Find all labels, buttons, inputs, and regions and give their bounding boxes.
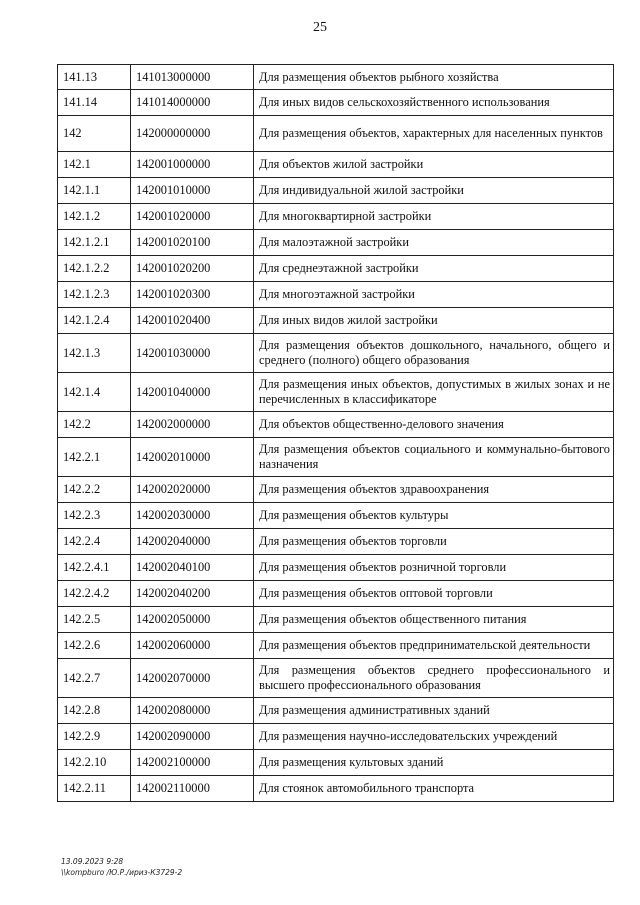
classifier-code-cell: 142002080000 <box>131 698 254 724</box>
footer-timestamp: 13.09.2023 9:28 <box>61 857 124 866</box>
classifier-number-cell: 142.2.3 <box>58 503 131 529</box>
table-row <box>58 633 614 659</box>
classifier-code-cell: 142001020100 <box>131 230 254 256</box>
classifier-description-cell: Для индивидуальной жилой застройки <box>254 178 614 204</box>
classifier-code-cell: 142001020000 <box>131 204 254 230</box>
table-row <box>58 581 614 607</box>
classifier-number-cell: 142.2.6 <box>58 633 131 659</box>
classifier-number-cell: 142.2.5 <box>58 607 131 633</box>
table-row <box>58 412 614 438</box>
classifier-number-cell: 142.2.1 <box>58 438 131 477</box>
classifier-table <box>57 64 614 802</box>
classifier-number-cell: 142.1.2 <box>58 204 131 230</box>
classifier-description-cell: Для размещения объектов культуры <box>254 503 614 529</box>
classifier-number-cell: 142.1 <box>58 152 131 178</box>
classifier-code-cell: 141014000000 <box>131 90 254 116</box>
classifier-description-cell: Для многоэтажной застройки <box>254 282 614 308</box>
classifier-code-cell: 142001010000 <box>131 178 254 204</box>
classifier-code-cell: 142002040100 <box>131 555 254 581</box>
classifier-code-cell: 142002030000 <box>131 503 254 529</box>
footer-file-ref: \\kompburo /Ю.Р./ириз-К3729-2 <box>61 868 183 877</box>
classifier-code-cell: 142002040000 <box>131 529 254 555</box>
table-row <box>58 698 614 724</box>
table-row <box>58 308 614 334</box>
classifier-description-cell: Для многоквартирной застройки <box>254 204 614 230</box>
classifier-description-cell: Для размещения административных зданий <box>254 698 614 724</box>
classifier-description-cell: Для объектов жилой застройки <box>254 152 614 178</box>
classifier-number-cell: 142.1.2.4 <box>58 308 131 334</box>
classifier-code-cell: 142001030000 <box>131 334 254 373</box>
table-row <box>58 724 614 750</box>
classifier-code-cell: 142002040200 <box>131 581 254 607</box>
classifier-code-cell: 142001020400 <box>131 308 254 334</box>
table-row <box>58 477 614 503</box>
table-row <box>58 282 614 308</box>
table-row <box>58 230 614 256</box>
classifier-description-cell: Для размещения иных объектов, допустимых в жилых зонах и не перечисленных в классификаторе <box>254 373 614 412</box>
classifier-code-cell: 142002100000 <box>131 750 254 776</box>
classifier-number-cell: 142.2.7 <box>58 659 131 698</box>
classifier-number-cell: 142.2.4 <box>58 529 131 555</box>
classifier-code-cell: 142001020300 <box>131 282 254 308</box>
classifier-number-cell: 142.1.3 <box>58 334 131 373</box>
classifier-code-cell: 142002060000 <box>131 633 254 659</box>
classifier-number-cell: 142.2.4.2 <box>58 581 131 607</box>
classifier-description-cell: Для размещения научно-исследовательских учреждений <box>254 724 614 750</box>
classifier-description-cell: Для иных видов жилой застройки <box>254 308 614 334</box>
classifier-code-cell: 141013000000 <box>131 65 254 90</box>
table-row <box>58 334 614 373</box>
classifier-number-cell: 142 <box>58 116 131 152</box>
classifier-number-cell: 141.13 <box>58 65 131 90</box>
classifier-code-cell: 142001020200 <box>131 256 254 282</box>
classifier-number-cell: 142.2.10 <box>58 750 131 776</box>
classifier-description-cell: Для размещения объектов, характерных для населенных пунктов <box>254 116 614 152</box>
page-number: 25 <box>313 20 327 35</box>
table-row <box>58 65 614 90</box>
table-row <box>58 152 614 178</box>
classifier-code-cell: 142002070000 <box>131 659 254 698</box>
classifier-code-cell: 142001000000 <box>131 152 254 178</box>
classifier-description-cell: Для размещения объектов оптовой торговли <box>254 581 614 607</box>
table-row <box>58 555 614 581</box>
classifier-description-cell: Для размещения объектов предпринимательской деятельности <box>254 633 614 659</box>
classifier-code-cell: 142002090000 <box>131 724 254 750</box>
classifier-number-cell: 142.1.2.3 <box>58 282 131 308</box>
classifier-description-cell: Для стоянок автомобильного транспорта <box>254 776 614 802</box>
table-row <box>58 750 614 776</box>
classifier-description-cell: Для объектов общественно-делового значения <box>254 412 614 438</box>
table-row <box>58 116 614 152</box>
classifier-description-cell: Для малоэтажной застройки <box>254 230 614 256</box>
classifier-description-cell: Для размещения культовых зданий <box>254 750 614 776</box>
classifier-code-cell: 142002020000 <box>131 477 254 503</box>
classifier-table-body <box>58 65 614 802</box>
classifier-number-cell: 142.2.11 <box>58 776 131 802</box>
classifier-code-cell: 142002010000 <box>131 438 254 477</box>
classifier-description-cell: Для размещения объектов среднего профессионального и высшего профессионального образования <box>254 659 614 698</box>
table-row <box>58 256 614 282</box>
classifier-number-cell: 141.14 <box>58 90 131 116</box>
table-row <box>58 373 614 412</box>
classifier-description-cell: Для размещения объектов дошкольного, начального, общего и среднего (полного) общего образования <box>254 334 614 373</box>
classifier-description-cell: Для размещения объектов розничной торговли <box>254 555 614 581</box>
classifier-number-cell: 142.2.4.1 <box>58 555 131 581</box>
table-row <box>58 178 614 204</box>
table-row <box>58 90 614 116</box>
document-footer <box>61 856 182 878</box>
classifier-number-cell: 142.2 <box>58 412 131 438</box>
classifier-description-cell: Для среднеэтажной застройки <box>254 256 614 282</box>
classifier-number-cell: 142.2.8 <box>58 698 131 724</box>
classifier-number-cell: 142.1.2.1 <box>58 230 131 256</box>
table-row <box>58 607 614 633</box>
classifier-number-cell: 142.1.1 <box>58 178 131 204</box>
classifier-number-cell: 142.2.2 <box>58 477 131 503</box>
classifier-code-cell: 142002110000 <box>131 776 254 802</box>
classifier-code-cell: 142001040000 <box>131 373 254 412</box>
table-row <box>58 529 614 555</box>
classifier-code-cell: 142002000000 <box>131 412 254 438</box>
classifier-description-cell: Для размещения объектов общественного питания <box>254 607 614 633</box>
classifier-code-cell: 142000000000 <box>131 116 254 152</box>
classifier-number-cell: 142.1.2.2 <box>58 256 131 282</box>
table-row <box>58 503 614 529</box>
table-row <box>58 659 614 698</box>
classifier-description-cell: Для размещения объектов социального и коммунально-бытового назначения <box>254 438 614 477</box>
classifier-description-cell: Для размещения объектов торговли <box>254 529 614 555</box>
table-row <box>58 438 614 477</box>
classifier-description-cell: Для размещения объектов рыбного хозяйства <box>254 65 614 90</box>
classifier-number-cell: 142.2.9 <box>58 724 131 750</box>
classifier-description-cell: Для размещения объектов здравоохранения <box>254 477 614 503</box>
classifier-description-cell: Для иных видов сельскохозяйственного использования <box>254 90 614 116</box>
classifier-code-cell: 142002050000 <box>131 607 254 633</box>
table-row <box>58 204 614 230</box>
classifier-number-cell: 142.1.4 <box>58 373 131 412</box>
table-row <box>58 776 614 802</box>
